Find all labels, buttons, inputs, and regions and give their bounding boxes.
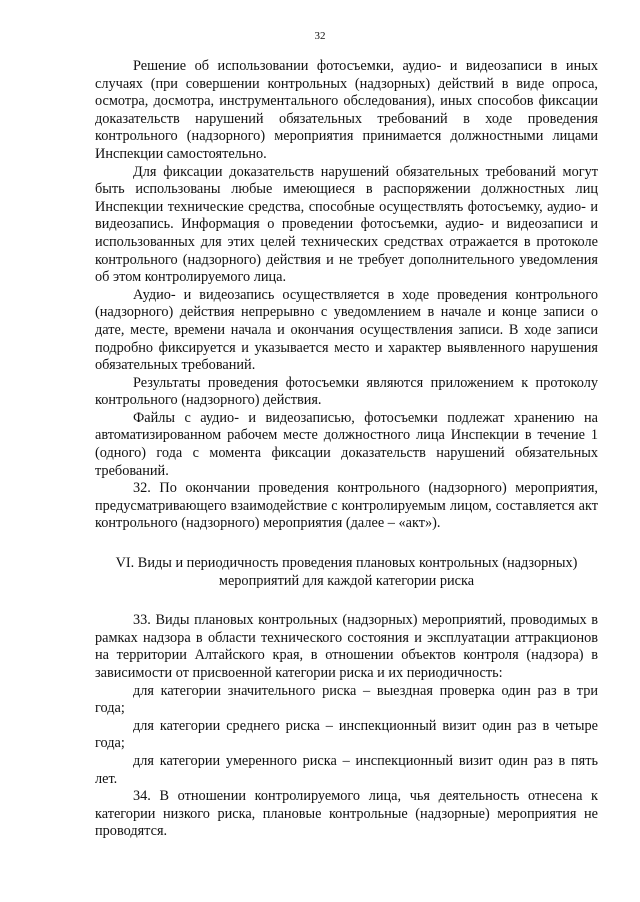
- paragraph-technical-means: Для фиксации доказательств нарушений обязательных требований могут быть использованы любые имеющиеся в распоряжении должностных лиц Инспекции технические средства, способные осуществлять фотосъемку, аудио- и видеозапись. Информация о проведении фотосъемки, аудио- и видеозаписи и использованных для этих целей технических средствах отражается в протоколе контрольного (надзорного) действия и не требует дополнительного уведомления об этом контролируемого лица.: [95, 163, 598, 286]
- paragraph-audio-video-recording: Аудио- и видеозапись осуществляется в ходе проведения контрольного (надзорного) действия непрерывно с уведомлением в начале и конце записи о дате, месте, времени начала и окончания осуществления записи. В ходе записи подробно фиксируется и указывается место и характер выявленного нарушения обязательных требований.: [95, 286, 598, 374]
- paragraph-file-storage: Файлы с аудио- и видеозаписью, фотосъемки подлежат хранению на автоматизированном рабочем месте должностного лица Инспекции в течение 1 (одного) года с момента фиксации доказательств нарушений обязательных требований.: [95, 409, 598, 479]
- paragraph-item-34: 34. В отношении контролируемого лица, чья деятельность отнесена к категории низкого риска, плановые контрольные (надзорные) мероприятия не проводятся.: [95, 788, 598, 840]
- section-heading-line-2: мероприятий для каждой категории риска: [218, 572, 475, 589]
- paragraph-item-33: 33. Виды плановых контрольных (надзорных) мероприятий, проводимых в рамках надзора в области технического состояния и эксплуатации аттракционов на территории Алтайского края, в отношении объектов контроля (надзора) в зависимости от присвоенной категории риска и их периодичность:: [95, 612, 598, 681]
- paragraph-photo-results: Результаты проведения фотосъемки являются приложением к протоколу контрольного (надзорного) действия.: [95, 374, 598, 409]
- list-item-medium-risk: для категории среднего риска – инспекционный визит один раз в четыре года;: [95, 717, 598, 752]
- paragraph-photo-decision: Решение об использовании фотосъемки, аудио- и видеозаписи в иных случаях (при совершении контрольных (надзорных) действий в виде опроса, осмотра, досмотра, инструментального обследования), иных способов фиксации доказательств нарушений обязательных требований в ходе проведения контрольного (надзорного) мероприятия принимается должностными лицами Инспекции самостоятельно.: [95, 58, 598, 162]
- page-number: 32: [314, 30, 326, 42]
- list-item-moderate-risk: для категории умеренного риска – инспекционный визит один раз в пять лет.: [95, 752, 598, 787]
- section-heading-line-1: VI. Виды и периодичность проведения плановых контрольных (надзорных): [115, 555, 578, 572]
- paragraph-item-32: 32. По окончании проведения контрольного (надзорного) мероприятия, предусматривающего взаимодействие с контролируемым лицом, составляется акт контрольного (надзорного) мероприятия (далее – «акт»).: [95, 480, 598, 532]
- document-body: [95, 58, 598, 841]
- list-item-significant-risk: для категории значительного риска – выездная проверка один раз в три года;: [95, 682, 598, 717]
- section-heading: [95, 555, 598, 590]
